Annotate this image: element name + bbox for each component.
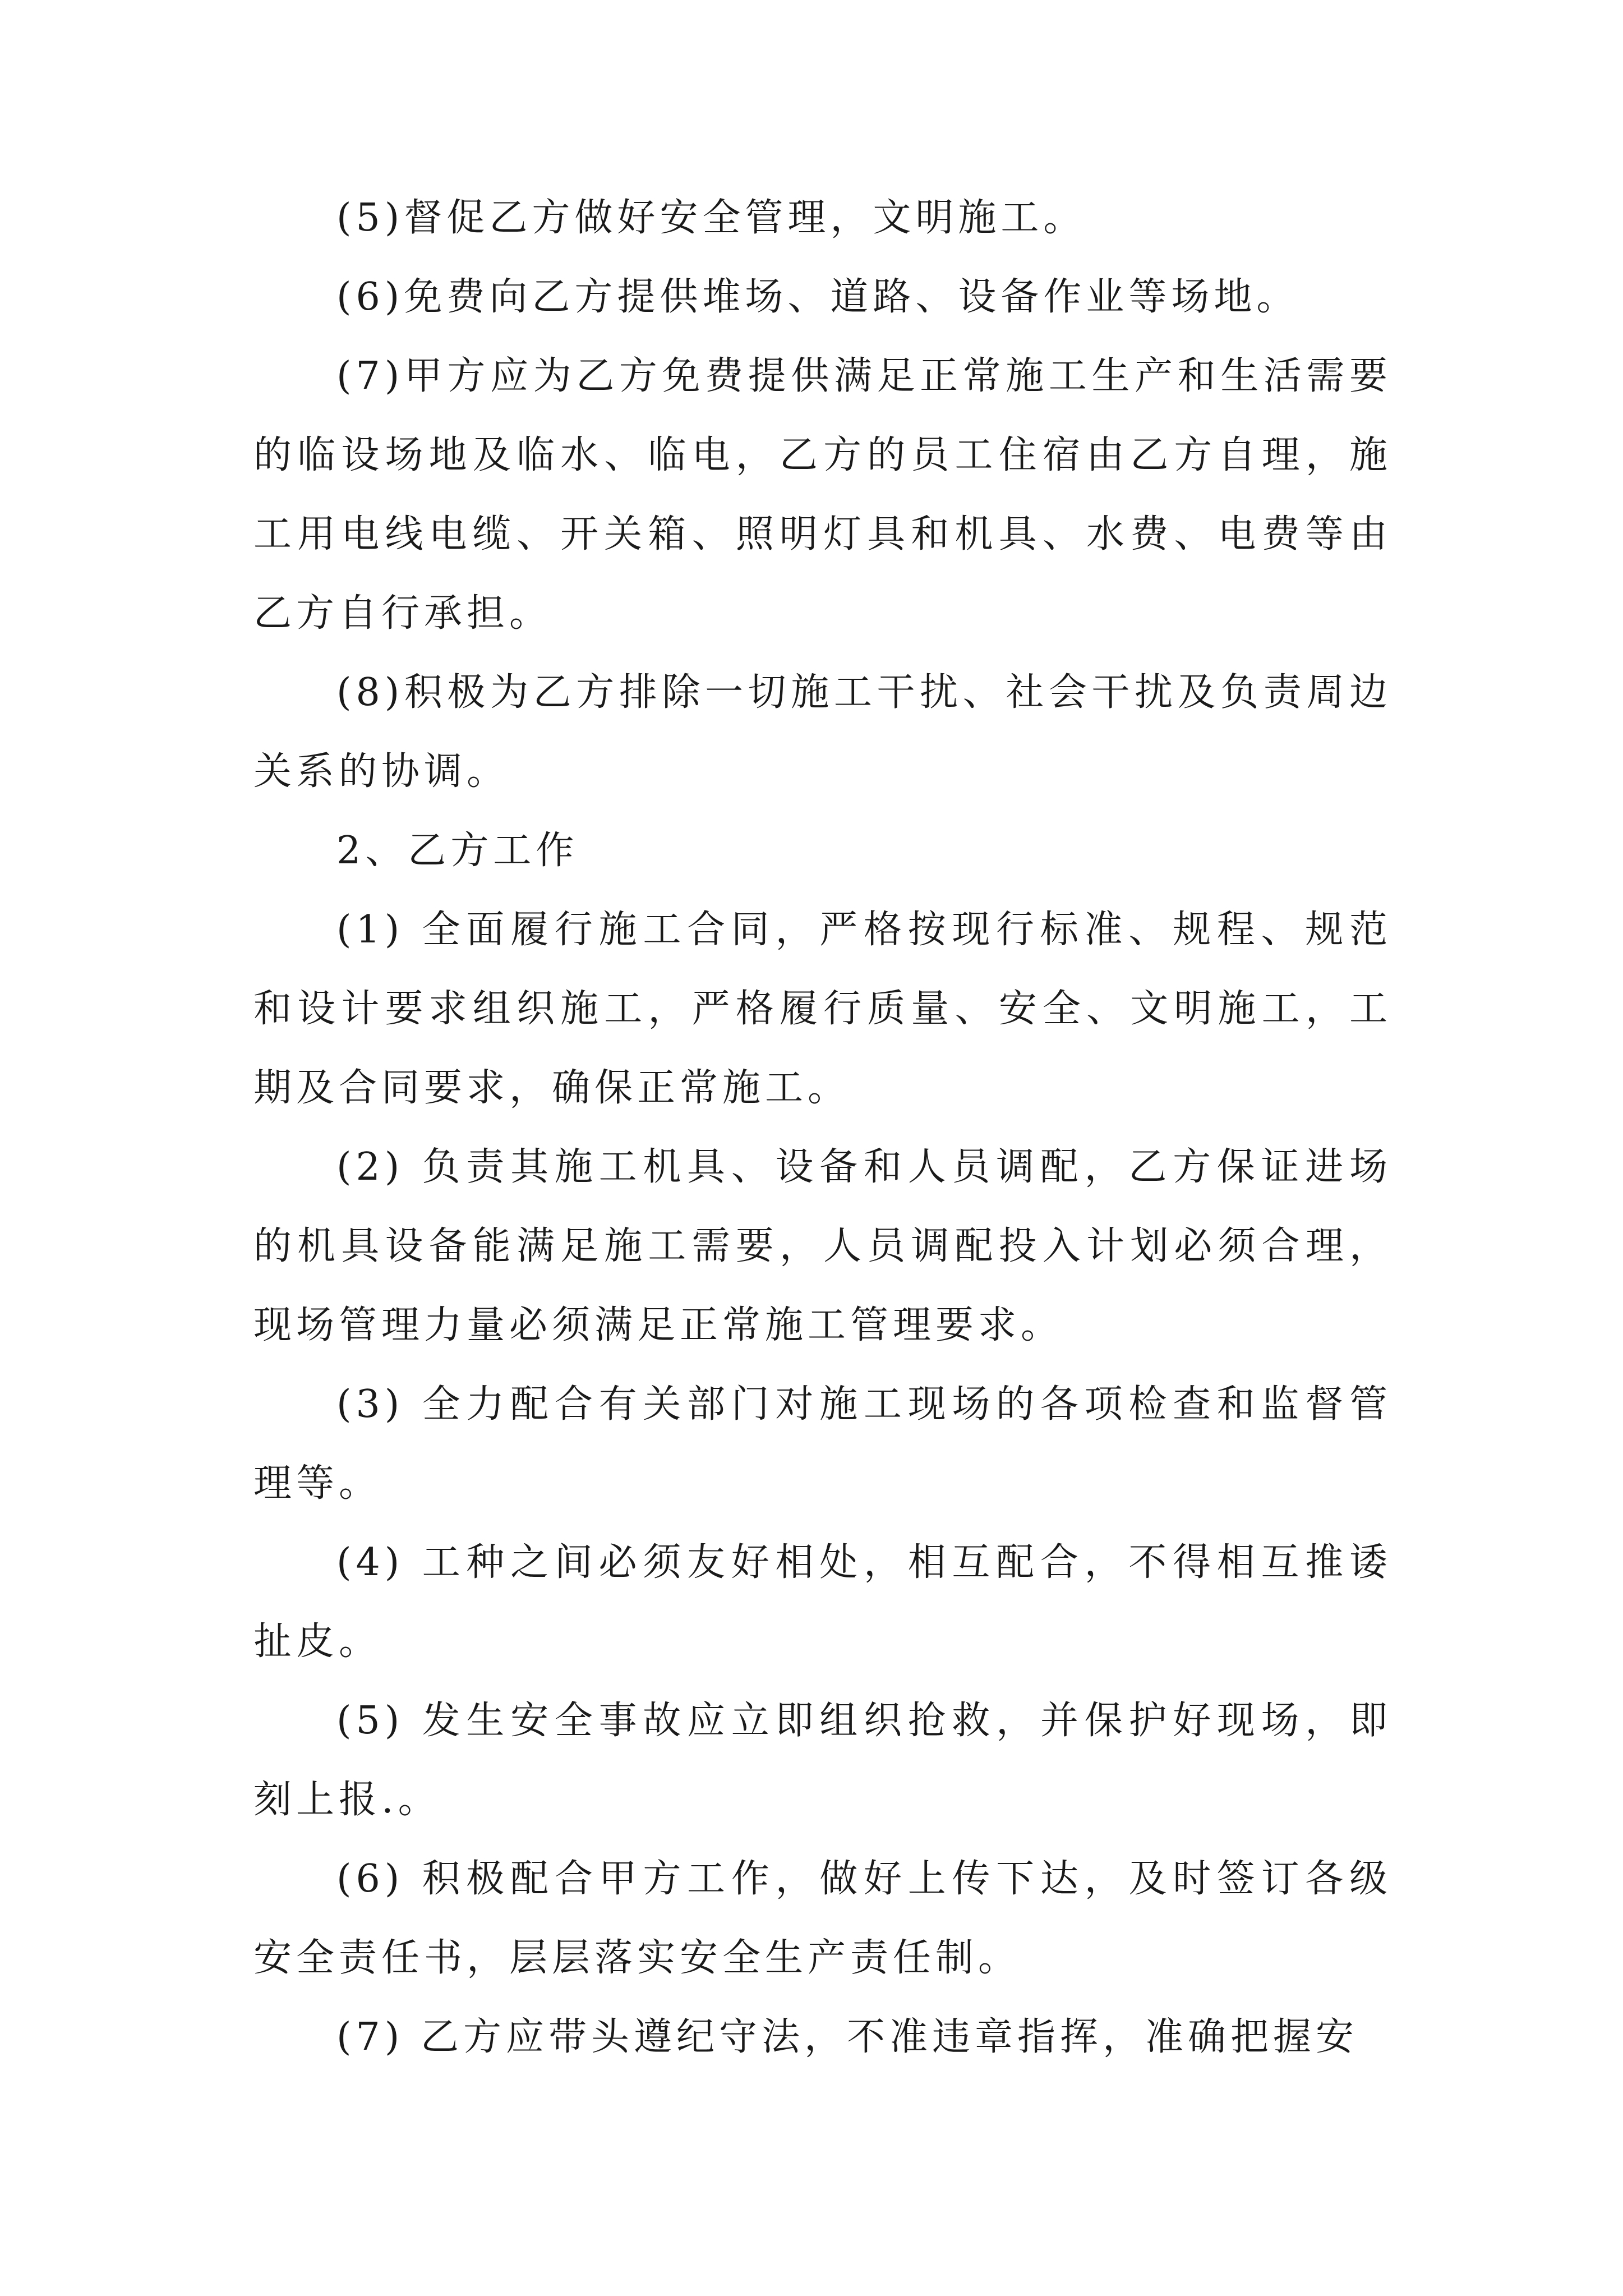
paragraph-yi-5: (5) 发生安全事故应立即组织抢救，并保护好现场，即刻上报.。 [253,1699,1392,1822]
paragraph-yi-2: (2) 负责其施工机具、设备和人员调配，乙方保证进场的机具设备能满足施工需要，人员调配投入计划必须合理，现场管理力量必须满足正常施工管理要求。 [253,1145,1392,1347]
paragraph-yi-6: (6) 积极配合甲方工作，做好上传下达，及时签订各级安全责任书，层层落实安全生产责任制。 [253,1857,1392,1980]
paragraph-yi-3: (3) 全力配合有关部门对施工现场的各项检查和监督管理等。 [253,1382,1392,1506]
paragraph-yi-7: (7) 乙方应带头遵纪守法，不准违章指挥，准确把握安 [336,2015,1358,2059]
paragraph-jia-7: (7)甲方应为乙方免费提供满足正常施工生产和生活需要的临设场地及临水、临电，乙方的员工住宿由乙方自理，施工用电线电缆、开关箱、照明灯具和机具、水费、电费等由乙方自行承担。 [253,354,1392,636]
paragraph-jia-8: (8)积极为乙方排除一切施工干扰、社会干扰及负责周边关系的协调。 [253,670,1392,794]
paragraph-jia-6: (6)免费向乙方提供堆场、道路、设备作业等场地。 [336,275,1299,319]
paragraph-yi-1: (1) 全面履行施工合同，严格按现行标准、规程、规范和设计要求组织施工，严格履行质量、安全、文明施工，工期及合同要求，确保正常施工。 [253,908,1392,1110]
section-heading-yi-work: 2、乙方工作 [336,829,579,873]
paragraph-yi-4: (4) 工种之间必须友好相处，相互配合，不得相互推诿扯皮。 [253,1540,1392,1664]
paragraph-jia-5: (5)督促乙方做好安全管理，文明施工。 [336,196,1086,240]
document-body [253,178,1392,2077]
